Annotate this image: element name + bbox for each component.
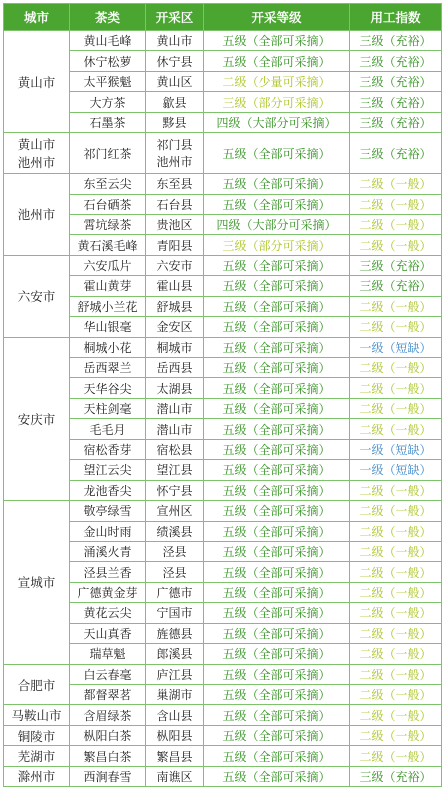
table-row	[4, 378, 442, 398]
grade-cell: 四级（大部分可采摘）	[204, 214, 350, 234]
area-cell: 郎溪县	[146, 644, 204, 664]
area-cell: 繁昌县	[146, 746, 204, 766]
labor-cell: 三级（充裕）	[350, 255, 442, 275]
table-row	[4, 664, 442, 684]
labor-cell: 三级（充裕）	[350, 71, 442, 91]
tea-cell: 桐城小花	[70, 337, 146, 357]
table-row	[4, 71, 442, 91]
grade-cell: 五级（全部可采摘）	[204, 685, 350, 705]
table-row	[4, 501, 442, 521]
grade-cell: 五级（全部可采摘）	[204, 644, 350, 664]
grade-cell: 五级（全部可采摘）	[204, 562, 350, 582]
area-cell: 歙县	[146, 92, 204, 112]
labor-cell: 二级（一般）	[350, 562, 442, 582]
area-cell: 含山县	[146, 705, 204, 725]
table-row	[4, 398, 442, 418]
labor-cell: 三级（充裕）	[350, 276, 442, 296]
labor-cell: 二级（一般）	[350, 296, 442, 316]
labor-cell: 三级（充裕）	[350, 112, 442, 132]
grade-cell: 五级（全部可采摘）	[204, 419, 350, 439]
grade-cell: 五级（全部可采摘）	[204, 439, 350, 459]
labor-cell: 二级（一般）	[350, 501, 442, 521]
city-cell: 滁州市	[4, 766, 70, 786]
labor-cell: 二级（一般）	[350, 235, 442, 255]
table-row	[4, 92, 442, 112]
table-row	[4, 746, 442, 766]
table-row	[4, 255, 442, 275]
grade-cell: 五级（全部可采摘）	[204, 276, 350, 296]
area-cell: 枞阳县	[146, 725, 204, 745]
area-cell: 宣州区	[146, 501, 204, 521]
table-row	[4, 276, 442, 296]
tea-cell: 龙池香尖	[70, 480, 146, 500]
grade-cell: 五级（全部可采摘）	[204, 337, 350, 357]
area-cell: 金安区	[146, 317, 204, 337]
city-cell: 芜湖市	[4, 746, 70, 766]
labor-cell: 二级（一般）	[350, 521, 442, 541]
header-tea: 茶类	[70, 4, 146, 31]
labor-cell: 二级（一般）	[350, 725, 442, 745]
labor-cell: 二级（一般）	[350, 664, 442, 684]
area-cell: 广德市	[146, 582, 204, 602]
area-cell: 黄山区	[146, 71, 204, 91]
tea-cell: 毛毛月	[70, 419, 146, 439]
header-city: 城市	[4, 4, 70, 31]
tea-cell: 大方茶	[70, 92, 146, 112]
area-cell: 舒城县	[146, 296, 204, 316]
grade-cell: 五级（全部可采摘）	[204, 541, 350, 561]
tea-cell: 繁昌白茶	[70, 746, 146, 766]
grade-cell: 五级（全部可采摘）	[204, 664, 350, 684]
area-cell: 南谯区	[146, 766, 204, 786]
labor-cell: 二级（一般）	[350, 480, 442, 500]
grade-cell: 五级（全部可采摘）	[204, 705, 350, 725]
tea-cell: 黄石溪毛峰	[70, 235, 146, 255]
grade-cell: 五级（全部可采摘）	[204, 725, 350, 745]
grade-cell: 四级（大部分可采摘）	[204, 112, 350, 132]
tea-harvest-table	[3, 3, 442, 787]
tea-cell: 岳西翠兰	[70, 358, 146, 378]
labor-cell: 二级（一般）	[350, 644, 442, 664]
grade-cell: 五级（全部可采摘）	[204, 51, 350, 71]
grade-cell: 五级（全部可采摘）	[204, 501, 350, 521]
table-row	[4, 480, 442, 500]
table-row	[4, 582, 442, 602]
tea-cell: 白云春毫	[70, 664, 146, 684]
city-cell: 安庆市	[4, 337, 70, 501]
tea-cell: 黄花云尖	[70, 603, 146, 623]
labor-cell: 二级（一般）	[350, 358, 442, 378]
area-cell: 青阳县	[146, 235, 204, 255]
area-cell: 贵池区	[146, 214, 204, 234]
city-cell: 铜陵市	[4, 725, 70, 745]
grade-cell: 五级（全部可采摘）	[204, 174, 350, 194]
city-cell: 宣城市	[4, 501, 70, 665]
tea-cell: 天华谷尖	[70, 378, 146, 398]
tea-cell: 黄山毛峰	[70, 31, 146, 51]
area-cell: 六安市	[146, 255, 204, 275]
grade-cell: 三级（部分可采摘）	[204, 235, 350, 255]
tea-cell: 天柱剑毫	[70, 398, 146, 418]
labor-cell: 三级（充裕）	[350, 766, 442, 786]
area-cell: 石台县	[146, 194, 204, 214]
labor-cell: 一级（短缺）	[350, 439, 442, 459]
tea-cell: 天山真香	[70, 623, 146, 643]
area-cell: 潜山市	[146, 398, 204, 418]
area-cell: 泾县	[146, 541, 204, 561]
table-row	[4, 51, 442, 71]
table-row	[4, 133, 442, 174]
area-cell: 泾县	[146, 562, 204, 582]
tea-cell: 广德黄金芽	[70, 582, 146, 602]
tea-cell: 瑞草魁	[70, 644, 146, 664]
table-row	[4, 419, 442, 439]
labor-cell: 三级（充裕）	[350, 31, 442, 51]
labor-cell: 三级（充裕）	[350, 51, 442, 71]
table-row	[4, 31, 442, 51]
header-area: 开采区	[146, 4, 204, 31]
city-cell: 池州市	[4, 174, 70, 256]
grade-cell: 五级（全部可采摘）	[204, 460, 350, 480]
header-grade: 开采等级	[204, 4, 350, 31]
labor-cell: 二级（一般）	[350, 705, 442, 725]
area-cell: 怀宁县	[146, 480, 204, 500]
area-cell: 巢湖市	[146, 685, 204, 705]
area-cell: 霍山县	[146, 276, 204, 296]
city-cell: 黄山市	[4, 31, 70, 133]
city-cell: 六安市	[4, 255, 70, 337]
table-row	[4, 112, 442, 132]
labor-cell: 二级（一般）	[350, 317, 442, 337]
grade-cell: 五级（全部可采摘）	[204, 317, 350, 337]
grade-cell: 五级（全部可采摘）	[204, 521, 350, 541]
table-row	[4, 296, 442, 316]
tea-cell: 休宁松萝	[70, 51, 146, 71]
labor-cell: 一级（短缺）	[350, 460, 442, 480]
area-cell: 东至县	[146, 174, 204, 194]
tea-cell: 舒城小兰花	[70, 296, 146, 316]
tea-cell: 都督翠茗	[70, 685, 146, 705]
grade-cell: 五级（全部可采摘）	[204, 603, 350, 623]
labor-cell: 二级（一般）	[350, 582, 442, 602]
labor-cell: 二级（一般）	[350, 623, 442, 643]
table-row	[4, 439, 442, 459]
area-cell: 旌德县	[146, 623, 204, 643]
tea-cell: 西涧春雪	[70, 766, 146, 786]
tea-cell: 望江云尖	[70, 460, 146, 480]
tea-cell: 宿松香芽	[70, 439, 146, 459]
grade-cell: 五级（全部可采摘）	[204, 133, 350, 174]
table-body	[4, 31, 442, 787]
grade-cell: 三级（部分可采摘）	[204, 92, 350, 112]
labor-cell: 二级（一般）	[350, 685, 442, 705]
area-cell: 岳西县	[146, 358, 204, 378]
table-row	[4, 235, 442, 255]
tea-cell: 东至云尖	[70, 174, 146, 194]
grade-cell: 二级（少量可采摘）	[204, 71, 350, 91]
table-row	[4, 174, 442, 194]
area-cell: 潜山市	[146, 419, 204, 439]
tea-cell: 金山时雨	[70, 521, 146, 541]
grade-cell: 五级（全部可采摘）	[204, 378, 350, 398]
labor-cell: 三级（充裕）	[350, 133, 442, 174]
grade-cell: 五级（全部可采摘）	[204, 296, 350, 316]
area-cell: 太湖县	[146, 378, 204, 398]
area-cell: 望江县	[146, 460, 204, 480]
grade-cell: 五级（全部可采摘）	[204, 766, 350, 786]
area-cell: 黄山市	[146, 31, 204, 51]
grade-cell: 五级（全部可采摘）	[204, 194, 350, 214]
header-labor: 用工指数	[350, 4, 442, 31]
header-row	[4, 4, 442, 31]
tea-cell: 华山银毫	[70, 317, 146, 337]
grade-cell: 五级（全部可采摘）	[204, 398, 350, 418]
tea-cell: 霄坑绿茶	[70, 214, 146, 234]
table-row	[4, 766, 442, 786]
area-cell: 休宁县	[146, 51, 204, 71]
city-cell: 马鞍山市	[4, 705, 70, 725]
area-cell: 宁国市	[146, 603, 204, 623]
table-row	[4, 214, 442, 234]
table-row	[4, 337, 442, 357]
grade-cell: 五级（全部可采摘）	[204, 255, 350, 275]
labor-cell: 二级（一般）	[350, 174, 442, 194]
labor-cell: 二级（一般）	[350, 603, 442, 623]
table-row	[4, 685, 442, 705]
labor-cell: 一级（短缺）	[350, 337, 442, 357]
grade-cell: 五级（全部可采摘）	[204, 358, 350, 378]
tea-cell: 含眉绿茶	[70, 705, 146, 725]
table-row	[4, 562, 442, 582]
tea-cell: 泾县兰香	[70, 562, 146, 582]
table-row	[4, 603, 442, 623]
labor-cell: 二级（一般）	[350, 194, 442, 214]
tea-cell: 石台硒茶	[70, 194, 146, 214]
labor-cell: 二级（一般）	[350, 398, 442, 418]
grade-cell: 五级（全部可采摘）	[204, 582, 350, 602]
grade-cell: 五级（全部可采摘）	[204, 623, 350, 643]
table-row	[4, 644, 442, 664]
table-row	[4, 725, 442, 745]
tea-cell: 石墨茶	[70, 112, 146, 132]
labor-cell: 二级（一般）	[350, 746, 442, 766]
grade-cell: 五级（全部可采摘）	[204, 480, 350, 500]
tea-cell: 祁门红茶	[70, 133, 146, 174]
tea-cell: 枞阳白茶	[70, 725, 146, 745]
city-cell: 黄山市 池州市	[4, 133, 70, 174]
grade-cell: 五级（全部可采摘）	[204, 31, 350, 51]
tea-cell: 敬亭绿雪	[70, 501, 146, 521]
grade-cell: 五级（全部可采摘）	[204, 746, 350, 766]
table-row	[4, 460, 442, 480]
area-cell: 庐江县	[146, 664, 204, 684]
table-row	[4, 705, 442, 725]
labor-cell: 三级（充裕）	[350, 92, 442, 112]
area-cell: 宿松县	[146, 439, 204, 459]
table-row	[4, 317, 442, 337]
table-row	[4, 521, 442, 541]
tea-cell: 霍山黄芽	[70, 276, 146, 296]
table-row	[4, 358, 442, 378]
tea-cell: 涌溪火青	[70, 541, 146, 561]
area-cell: 绩溪县	[146, 521, 204, 541]
area-cell: 祁门县 池州市	[146, 133, 204, 174]
tea-cell: 太平猴魁	[70, 71, 146, 91]
table-row	[4, 623, 442, 643]
table-row	[4, 541, 442, 561]
labor-cell: 二级（一般）	[350, 214, 442, 234]
city-cell: 合肥市	[4, 664, 70, 705]
tea-cell: 六安瓜片	[70, 255, 146, 275]
area-cell: 桐城市	[146, 337, 204, 357]
labor-cell: 二级（一般）	[350, 541, 442, 561]
table-row	[4, 194, 442, 214]
labor-cell: 二级（一般）	[350, 419, 442, 439]
area-cell: 黟县	[146, 112, 204, 132]
table-header	[4, 4, 442, 31]
labor-cell: 二级（一般）	[350, 378, 442, 398]
